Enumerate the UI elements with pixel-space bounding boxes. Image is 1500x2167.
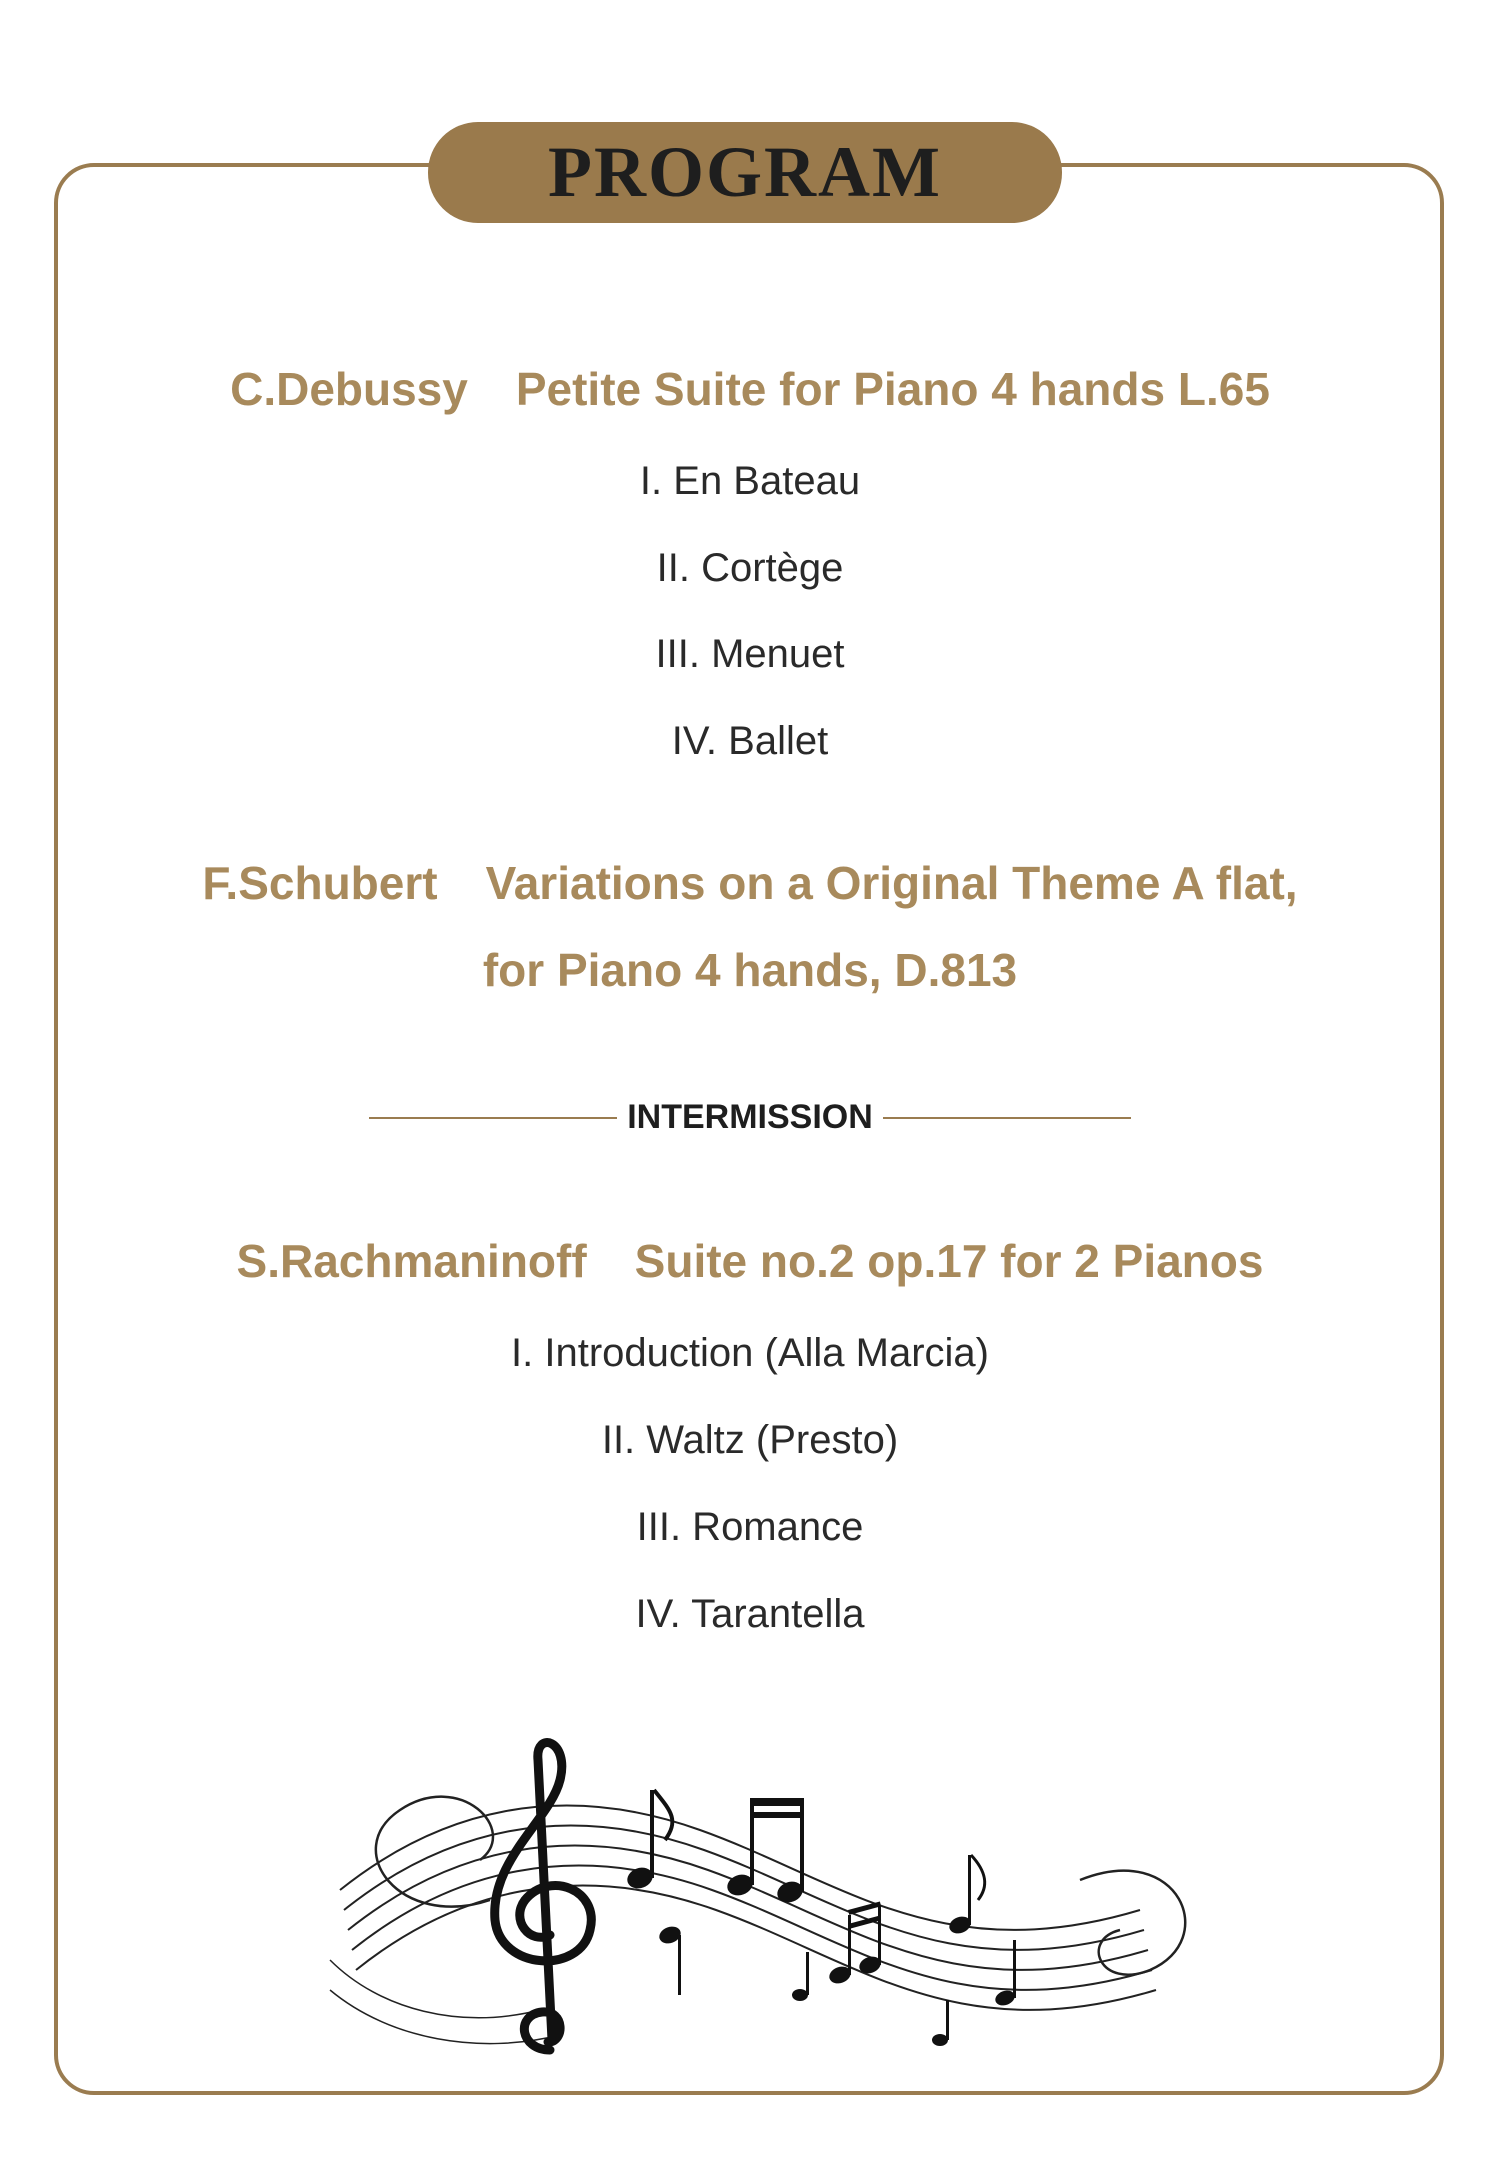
movement-item: IV. Tarantella (635, 1592, 865, 1636)
intermission-divider (0, 1098, 1500, 1137)
title-banner (428, 122, 1062, 223)
divider-line (883, 1117, 1131, 1119)
composer-name: F.Schubert (202, 857, 438, 909)
divider-line (369, 1117, 617, 1119)
movement-item: IV. Ballet (671, 719, 829, 763)
movement-item: II. Cortège (656, 546, 844, 590)
movement-item: III. Menuet (655, 632, 845, 676)
page-title: PROGRAM (548, 132, 942, 212)
intermission-label: INTERMISSION (627, 1098, 873, 1136)
work-title: Variations on a Original Theme A flat, (485, 857, 1298, 909)
movement-item: III. Romance (636, 1505, 864, 1549)
debussy-heading (0, 362, 1500, 416)
composer-name: S.Rachmaninoff (236, 1235, 587, 1287)
movement-item: II. Waltz (Presto) (601, 1418, 899, 1462)
rachmaninoff-heading (0, 1234, 1500, 1288)
schubert-heading (0, 856, 1500, 910)
schubert-heading-line2: for Piano 4 hands, D.813 (482, 944, 1018, 996)
treble-clef-music-staff-icon (320, 1720, 1220, 2070)
work-title: Petite Suite for Piano 4 hands L.65 (515, 363, 1270, 415)
composer-name: C.Debussy (230, 363, 468, 415)
movement-item: I. Introduction (Alla Marcia) (511, 1331, 989, 1375)
work-title: Suite no.2 op.17 for 2 Pianos (634, 1235, 1264, 1287)
movement-item: I. En Bateau (639, 459, 861, 503)
